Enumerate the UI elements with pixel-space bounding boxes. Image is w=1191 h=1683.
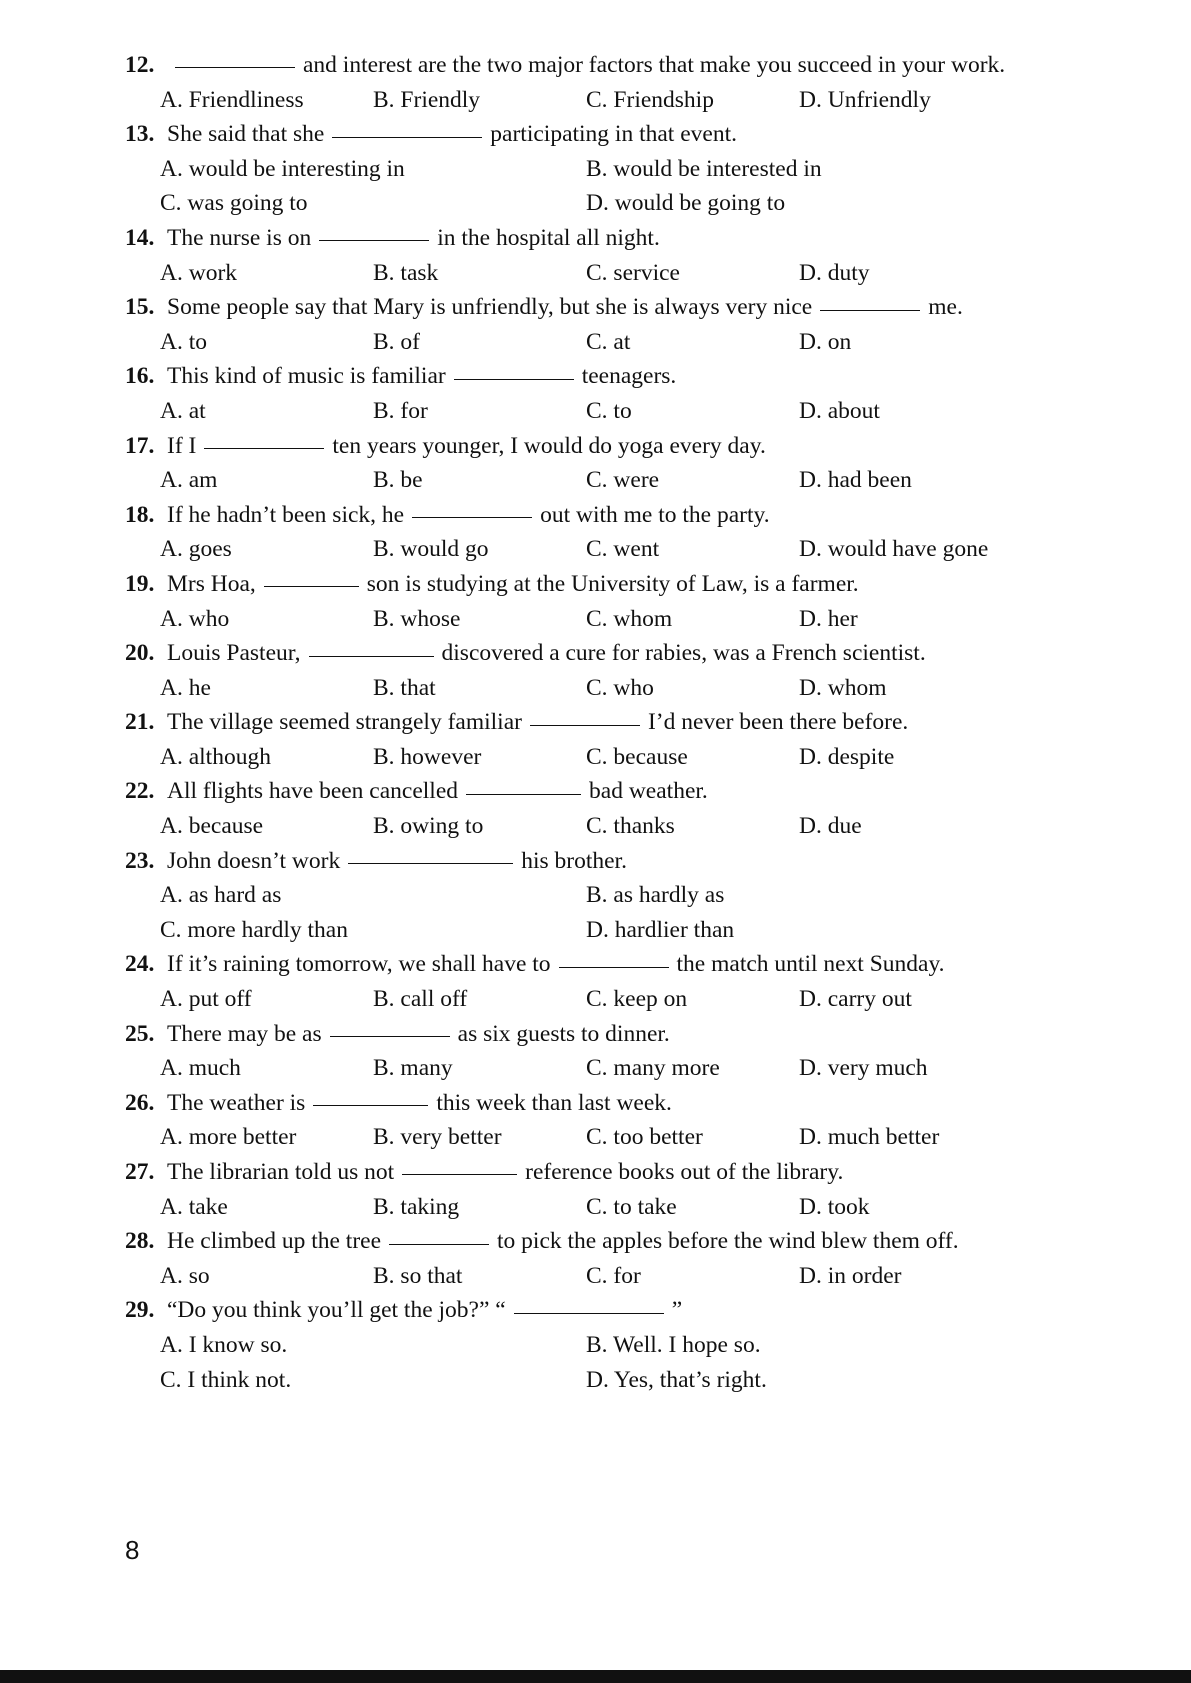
scan-border	[0, 1670, 1191, 1683]
answer-option: D. much better	[799, 1124, 940, 1151]
answer-option: B. owing to	[373, 813, 484, 840]
option-list	[125, 1328, 1055, 1397]
question-stem	[125, 117, 1055, 152]
question-number: 19.	[125, 570, 155, 597]
answer-option: D. about	[799, 397, 880, 424]
option-list	[125, 532, 1055, 567]
answer-blank	[330, 1035, 450, 1037]
answer-option: D. due	[799, 813, 862, 840]
stem-text-after: ”	[671, 1297, 683, 1324]
option-list	[125, 982, 1055, 1017]
answer-option: B. call off	[373, 986, 468, 1013]
stem-text-before: Some people say that Mary is unfriendly, but she is always very nice	[167, 294, 813, 321]
question-item	[125, 498, 1055, 567]
question-stem	[125, 947, 1055, 982]
option-list	[125, 1120, 1055, 1155]
stem-text-before: “Do you think you’ll get the job?” “	[167, 1297, 506, 1324]
question-stem	[125, 705, 1055, 740]
stem-text-after: this week than last week.	[436, 1089, 672, 1116]
answer-option: D. duty	[799, 259, 870, 286]
answer-option: C. to	[586, 397, 632, 424]
stem-text-before: If he hadn’t been sick, he	[167, 501, 405, 528]
answer-blank	[348, 862, 513, 864]
stem-text-before: There may be as	[167, 1020, 322, 1047]
answer-option: C. I think not.	[160, 1366, 292, 1393]
answer-option: C. was going to	[160, 190, 308, 217]
answer-option: C. at	[586, 328, 631, 355]
answer-option: D. very much	[799, 1055, 928, 1082]
question-number: 18.	[125, 501, 155, 528]
stem-text-after: out with me to the party.	[540, 501, 770, 528]
question-item	[125, 844, 1055, 948]
answer-option: A. would be interesting in	[160, 155, 405, 182]
question-stem	[125, 1224, 1055, 1259]
answer-option: B. would go	[373, 536, 489, 563]
question-number: 13.	[125, 121, 155, 148]
stem-text-after: I’d never been there before.	[647, 709, 909, 736]
answer-option: C. Friendship	[586, 86, 714, 113]
stem-text-before: The village seemed strangely familiar	[167, 709, 522, 736]
answer-option: A. who	[160, 605, 230, 632]
answer-option: D. hardlier than	[586, 916, 735, 943]
question-item	[125, 1017, 1055, 1086]
question-number: 22.	[125, 778, 155, 805]
question-item	[125, 774, 1055, 843]
question-stem	[125, 498, 1055, 533]
answer-option: B. would be interested in	[586, 155, 822, 182]
option-list	[125, 809, 1055, 844]
answer-option: C. more hardly than	[160, 916, 348, 943]
answer-option: C. too better	[586, 1124, 703, 1151]
stem-text-before: The weather is	[167, 1089, 306, 1116]
question-item	[125, 1155, 1055, 1224]
answer-option: A. as hard as	[160, 882, 282, 909]
stem-text-after: as six guests to dinner.	[457, 1020, 670, 1047]
answer-option: C. who	[586, 674, 654, 701]
answer-option: D. carry out	[799, 986, 912, 1013]
answer-option: C. were	[586, 467, 660, 494]
answer-option: D. would have gone	[799, 536, 989, 563]
stem-text-after: discovered a cure for rabies, was a French scientist.	[441, 640, 926, 667]
option-list	[125, 83, 1055, 118]
stem-text-after: teenagers.	[581, 363, 677, 390]
stem-text-after: bad weather.	[589, 778, 708, 805]
answer-option: D. Yes, that’s right.	[586, 1366, 767, 1393]
answer-option: C. keep on	[586, 986, 688, 1013]
answer-option: A. am	[160, 467, 218, 494]
stem-text-after: ten years younger, I would do yoga every day.	[332, 432, 766, 459]
option-list	[125, 463, 1055, 498]
answer-option: B. many	[373, 1055, 453, 1082]
question-number: 23.	[125, 847, 155, 874]
answer-option: B. be	[373, 467, 423, 494]
question-stem	[125, 774, 1055, 809]
question-number: 28.	[125, 1228, 155, 1255]
answer-option: A. more better	[160, 1124, 297, 1151]
answer-option: C. went	[586, 536, 660, 563]
answer-option: B. as hardly as	[586, 882, 725, 909]
stem-text-before: Louis Pasteur,	[167, 640, 301, 667]
answer-option: A. work	[160, 259, 238, 286]
stem-text-before: He climbed up the tree	[167, 1228, 382, 1255]
question-number: 14.	[125, 224, 155, 251]
answer-option: A. to	[160, 328, 207, 355]
answer-option: D. whom	[799, 674, 887, 701]
question-item	[125, 567, 1055, 636]
answer-option: D. her	[799, 605, 858, 632]
question-stem	[125, 1017, 1055, 1052]
answer-option: B. that	[373, 674, 436, 701]
question-item	[125, 117, 1055, 221]
answer-option: B. however	[373, 743, 482, 770]
answer-blank	[175, 66, 295, 68]
stem-text-before: This kind of music is familiar	[167, 363, 446, 390]
question-number: 12.	[125, 52, 155, 78]
question-number: 16.	[125, 363, 155, 390]
option-list	[125, 325, 1055, 360]
question-item	[125, 1224, 1055, 1293]
stem-text-before: The librarian told us not	[167, 1159, 395, 1185]
question-number: 20.	[125, 640, 155, 667]
stem-text-after: participating in that event.	[490, 121, 737, 148]
question-stem	[125, 290, 1055, 325]
answer-blank	[402, 1173, 517, 1175]
question-stem	[125, 359, 1055, 394]
answer-blank	[559, 966, 669, 968]
question-number: 24.	[125, 951, 155, 978]
answer-option: B. Friendly	[373, 86, 481, 113]
stem-text-before: All flights have been cancelled	[167, 778, 459, 805]
stem-text-before: She said that she	[167, 121, 325, 148]
answer-option: D. would be going to	[586, 190, 786, 217]
stem-text-after: the match until next Sunday.	[676, 951, 945, 978]
option-list	[125, 671, 1055, 706]
answer-option: C. thanks	[586, 813, 675, 840]
answer-option: C. to take	[586, 1193, 677, 1220]
answer-option: A. I know so.	[160, 1331, 288, 1358]
answer-option: C. because	[586, 743, 688, 770]
answer-option: A. because	[160, 813, 264, 840]
question-item	[125, 1293, 1055, 1397]
question-item	[125, 947, 1055, 1016]
stem-text-after: and interest are the two major factors that make you succeed in your work.	[303, 52, 1006, 78]
answer-blank	[332, 136, 482, 138]
question-number: 17.	[125, 432, 155, 459]
stem-text-before: John doesn’t work	[167, 847, 341, 874]
question-number: 21.	[125, 709, 155, 736]
question-number: 15.	[125, 294, 155, 321]
option-list	[125, 394, 1055, 429]
option-list	[125, 1259, 1055, 1294]
answer-option: B. taking	[373, 1193, 460, 1220]
stem-text-after: to pick the apples before the wind blew them off.	[497, 1228, 959, 1255]
answer-option: D. on	[799, 328, 852, 355]
question-stem	[125, 1086, 1055, 1121]
answer-option: A. although	[160, 743, 271, 770]
answer-blank	[309, 655, 434, 657]
answer-blank	[204, 447, 324, 449]
stem-text-before: Mrs Hoa,	[167, 570, 256, 597]
question-number: 29.	[125, 1297, 155, 1324]
question-item	[125, 429, 1055, 498]
option-list	[125, 602, 1055, 637]
answer-option: B. so that	[373, 1262, 463, 1289]
stem-text-after: son is studying at the University of Law, is a farmer.	[366, 570, 859, 597]
answer-option: A. so	[160, 1262, 210, 1289]
question-stem	[125, 844, 1055, 879]
question-stem	[125, 567, 1055, 602]
question-stem	[125, 48, 1055, 83]
answer-blank	[389, 1243, 489, 1245]
question-item	[125, 221, 1055, 290]
answer-option: B. Well. I hope so.	[586, 1331, 761, 1358]
option-list	[125, 1051, 1055, 1086]
option-list	[125, 256, 1055, 291]
answer-option: D. took	[799, 1193, 870, 1220]
answer-blank	[820, 309, 920, 311]
answer-option: A. put off	[160, 986, 252, 1013]
stem-text-before: If it’s raining tomorrow, we shall have to	[167, 951, 551, 978]
question-number: 25.	[125, 1020, 155, 1047]
answer-option: C. many more	[586, 1055, 720, 1082]
answer-option: C. whom	[586, 605, 673, 632]
question-item	[125, 1086, 1055, 1155]
answer-option: B. whose	[373, 605, 461, 632]
answer-option: B. task	[373, 259, 439, 286]
answer-option: A. Friendliness	[160, 86, 304, 113]
question-item	[125, 290, 1055, 359]
answer-blank	[514, 1312, 664, 1314]
answer-option: C. service	[586, 259, 680, 286]
stem-text-after: reference books out of the library.	[525, 1159, 844, 1185]
question-stem	[125, 636, 1055, 671]
answer-blank	[466, 793, 581, 795]
question-item	[125, 705, 1055, 774]
answer-option: D. despite	[799, 743, 895, 770]
answer-option: D. Unfriendly	[799, 86, 931, 113]
answer-blank	[319, 239, 429, 241]
stem-text-after: his brother.	[521, 847, 627, 874]
answer-blank	[313, 1104, 428, 1106]
question-stem	[125, 221, 1055, 256]
page-number: 8	[125, 1535, 140, 1565]
answer-blank	[264, 585, 359, 587]
stem-text-before: The nurse is on	[167, 224, 312, 251]
question-stem	[125, 1155, 1055, 1190]
answer-option: D. in order	[799, 1262, 902, 1289]
option-list	[125, 152, 1055, 221]
question-item	[125, 359, 1055, 428]
stem-text-after: in the hospital all night.	[437, 224, 660, 251]
answer-option: D. had been	[799, 467, 912, 494]
answer-option: A. much	[160, 1055, 241, 1082]
stem-text-before: If I	[167, 432, 197, 459]
answer-option: C. for	[586, 1262, 641, 1289]
question-item	[125, 48, 1055, 117]
answer-blank	[530, 724, 640, 726]
option-list	[125, 878, 1055, 947]
answer-option: A. he	[160, 674, 211, 701]
answer-option: B. of	[373, 328, 420, 355]
answer-option: A. take	[160, 1193, 228, 1220]
question-number: 26.	[125, 1089, 155, 1116]
stem-text-after: me.	[928, 294, 963, 321]
answer-blank	[454, 378, 574, 380]
question-item	[125, 636, 1055, 705]
option-list	[125, 740, 1055, 775]
question-stem	[125, 1293, 1055, 1328]
question-number: 27.	[125, 1159, 155, 1185]
answer-option: A. goes	[160, 536, 232, 563]
question-list	[125, 48, 1055, 1397]
answer-option: B. very better	[373, 1124, 502, 1151]
option-list	[125, 1190, 1055, 1225]
answer-option: A. at	[160, 397, 206, 424]
answer-option: B. for	[373, 397, 428, 424]
question-stem	[125, 429, 1055, 464]
answer-blank	[412, 516, 532, 518]
